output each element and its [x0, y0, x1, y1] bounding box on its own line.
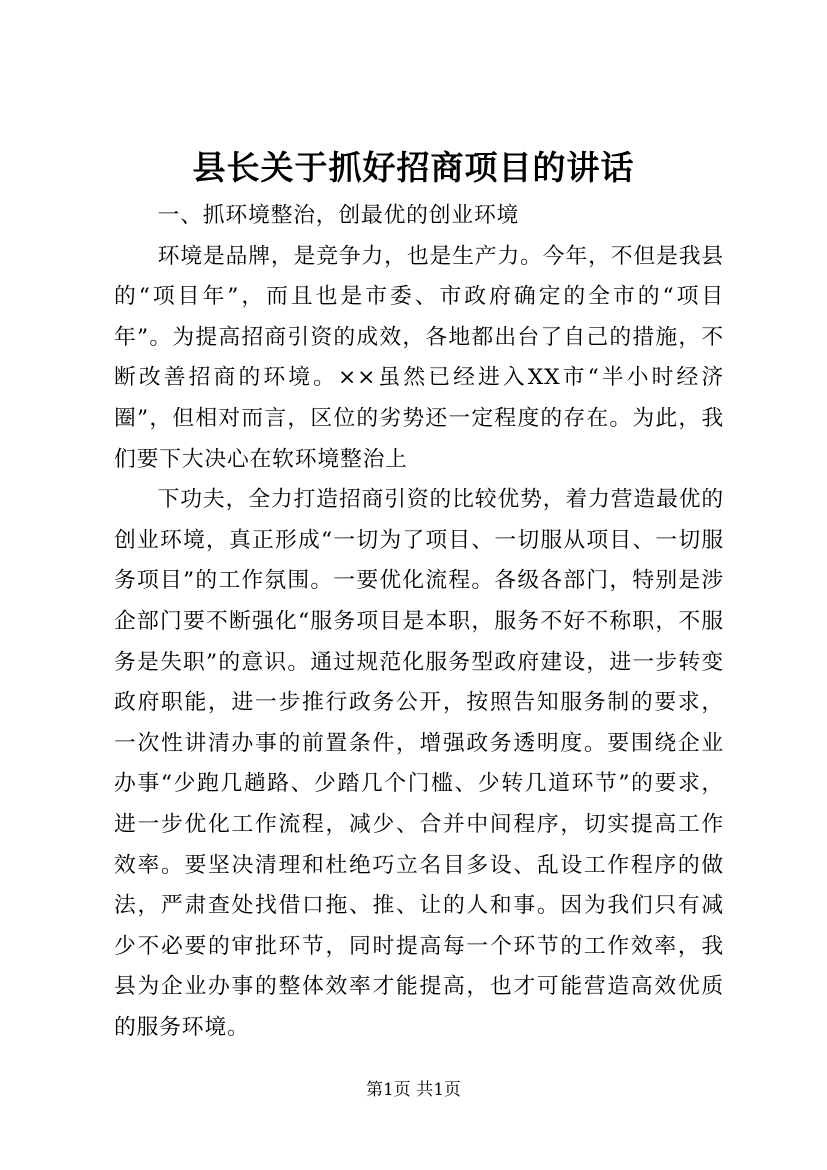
paragraph: 环境是品牌，是竞争力，也是生产力。今年，不但是我县的“项目年”，而且也是市委、市政府确定的全市的“项目年”。为提高招商引资的成效，各地都出台了自己的措施，不断改善招商的环境。××虽然已经进入XX市“半小时经济圈”，但相对而言，区位的劣势还一定程度的存在。为此，我们要下大决心在软环境整治上	[114, 243, 724, 472]
section-heading: 一、抓环境整治，创最优的创业环境	[157, 203, 520, 228]
page-footer: 第1页 共1页	[365, 1080, 462, 1100]
page-title: 县长关于抓好招商项目的讲话	[192, 148, 635, 187]
document-body	[114, 196, 724, 1048]
paragraph: 下功夫，全力打造招商引资的比较优势，着力营造最优的创业环境，真正形成“一切为了项目、一切服从项目、一切服务项目”的工作氛围。一要优化流程。各级各部门，特别是涉企部门要不断强化“服务项目是本职，服务不好不称职，不服务是失职”的意识。通过规范化服务型政府建设，进一步转变政府职能，进一步推行政务公开，按照告知服务制的要求，一次性讲清办事的前置条件，增强政务透明度。要围绕企业办事“少跑几趟路、少踏几个门槛、少转几道环节”的要求，进一步优化工作流程，减少、合并中间程序，切实提高工作效率。要坚决清理和杜绝巧立名目多设、乱设工作程序的做法，严肃查处找借口拖、推、让的人和事。因为我们只有减少不必要的审批环节，同时提高每一个环节的工作效率，我县为企业办事的整体效率才能提高，也才可能营造高效优质的服务环境。	[114, 487, 724, 1040]
